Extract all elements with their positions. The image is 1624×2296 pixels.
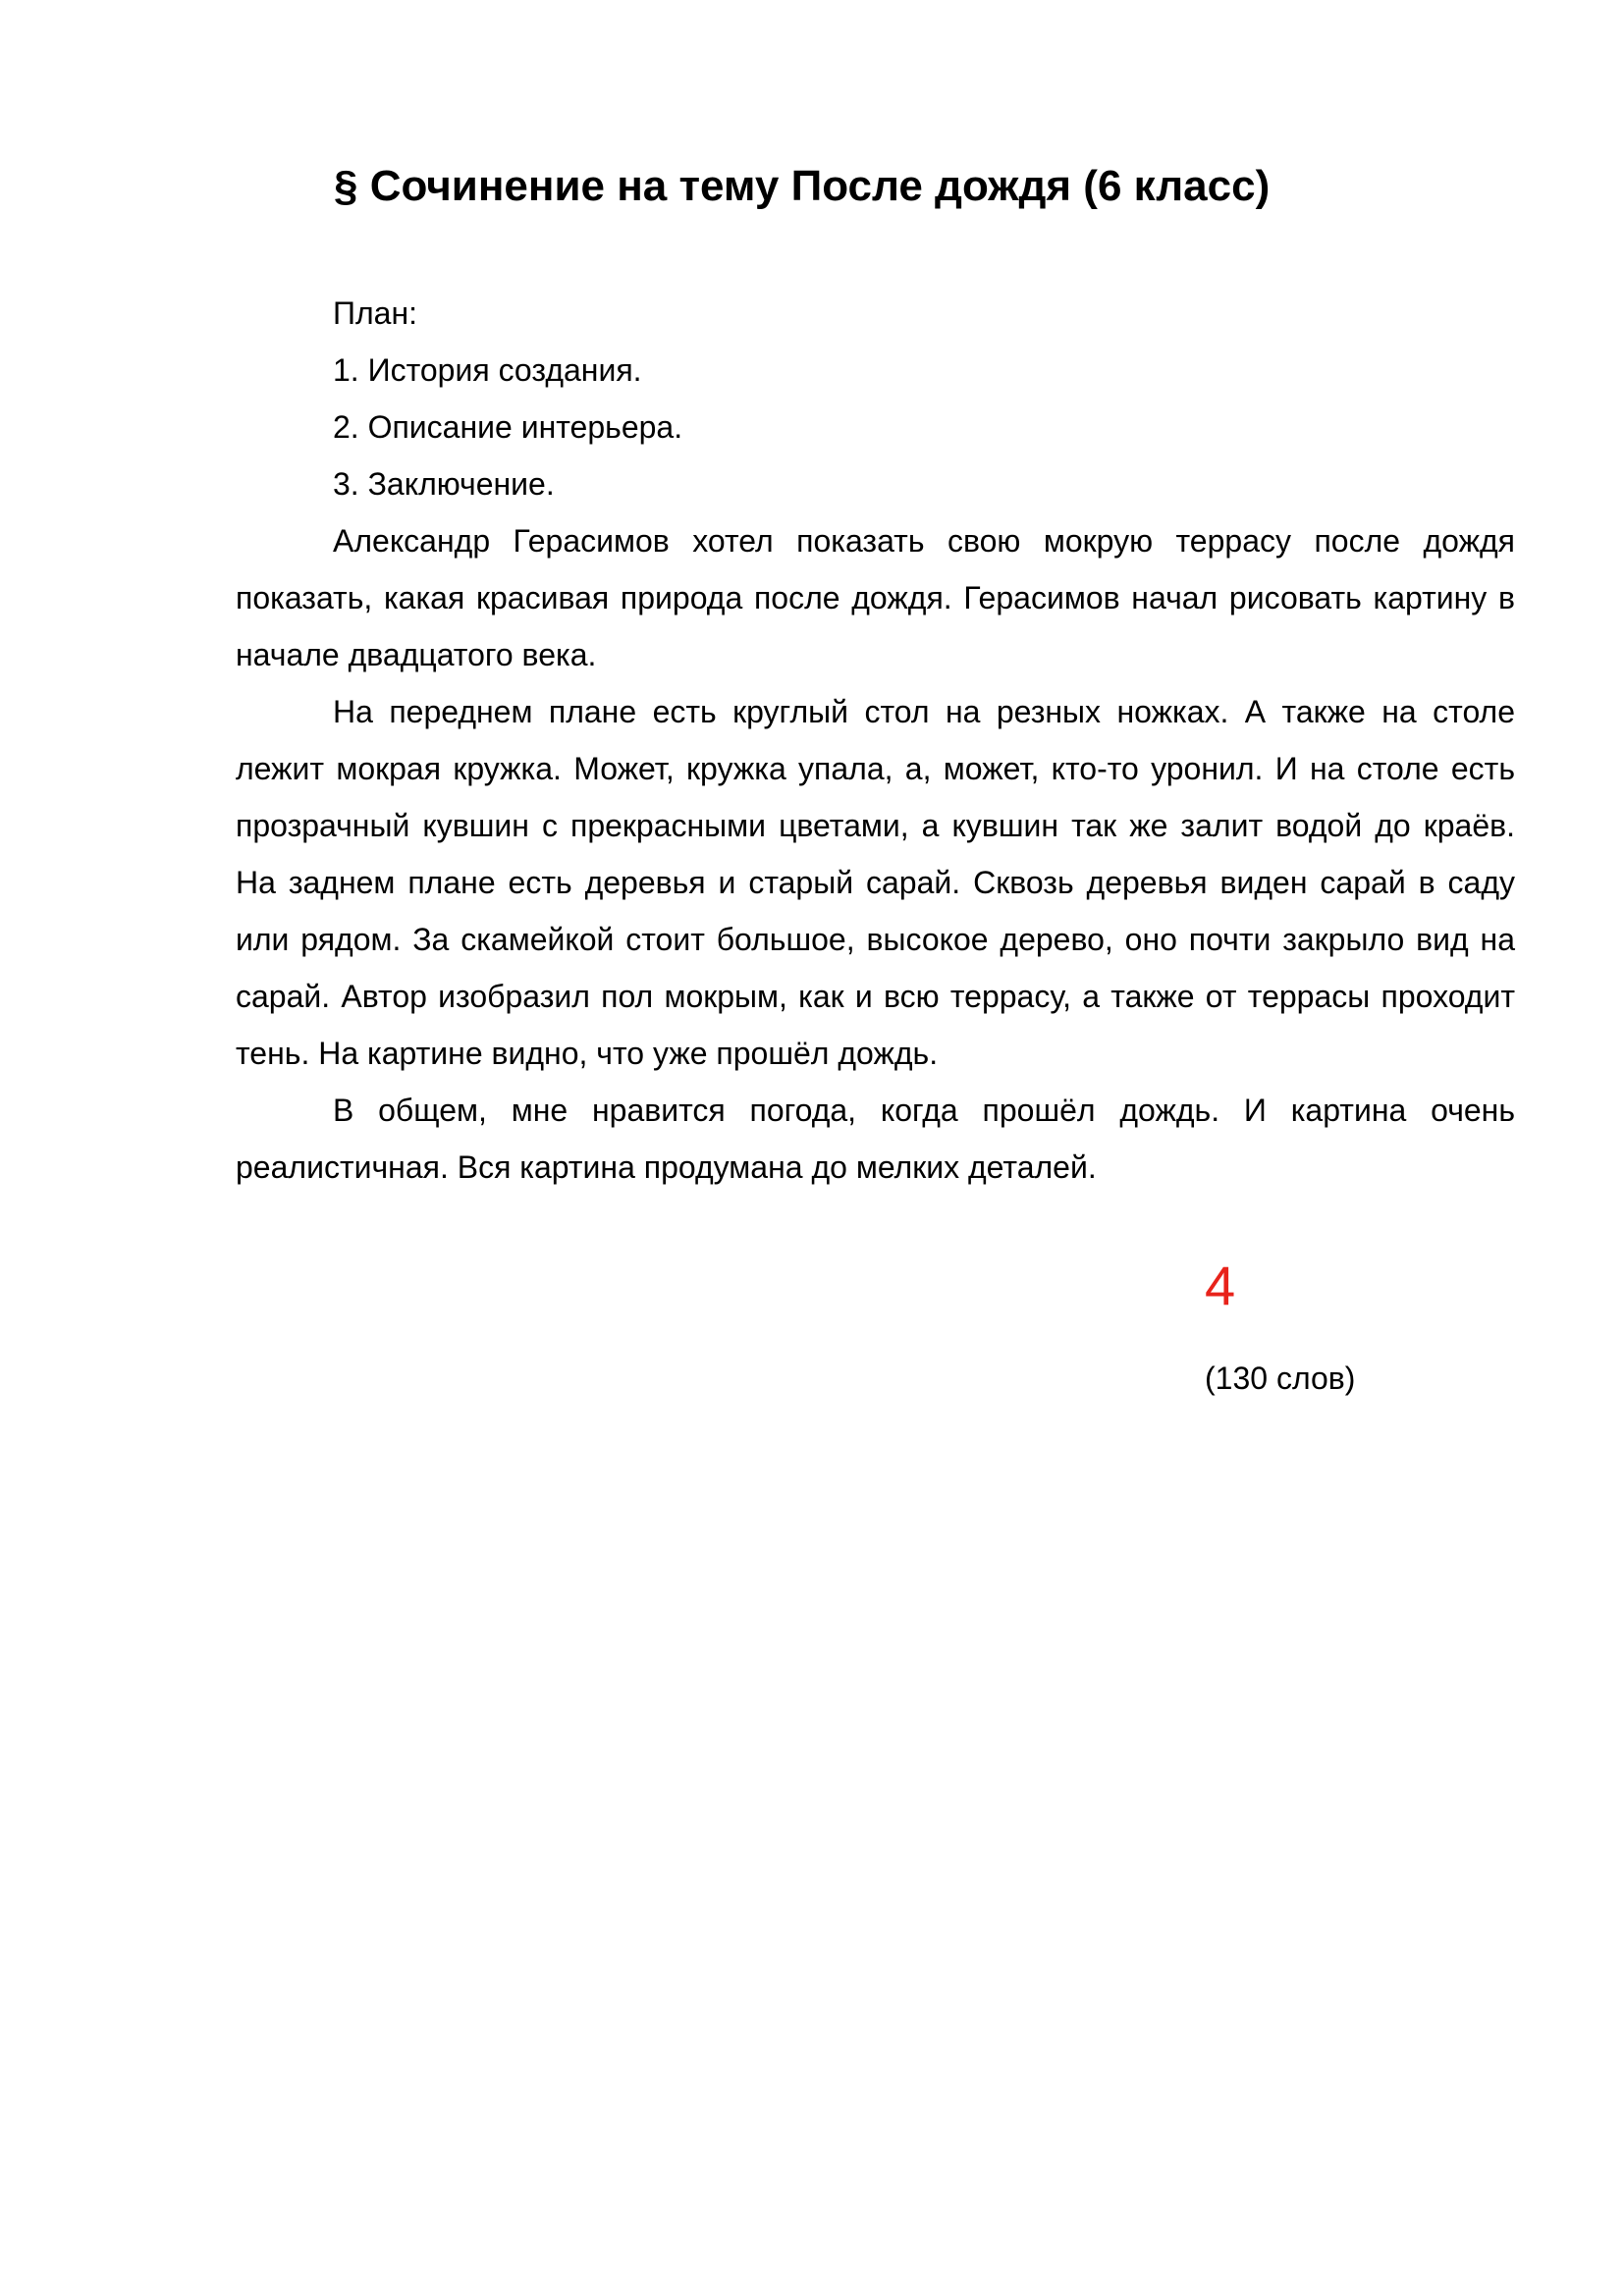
paragraph-conclusion: В общем, мне нравится погода, когда прошёл дождь. И картина очень реалистичная. Вся картина продумана до мелких деталей.	[236, 1093, 1515, 1185]
word-count: (130 слов)	[1205, 1361, 1356, 1396]
plan-item-2: 2. Описание интерьера.	[333, 409, 683, 445]
plan-item-3: 3. Заключение.	[333, 466, 555, 502]
document-title: § Сочинение на тему После дождя (6 класс)	[334, 162, 1271, 210]
paragraph-introduction: Александр Герасимов хотел показать свою мокрую террасу после дождя показать, какая красивая природа после дождя. Герасимов начал рисовать картину в начале двадцатого века.	[236, 523, 1515, 672]
grade-mark: 4	[1205, 1255, 1236, 1316]
essay-body	[236, 285, 1515, 1196]
paragraph-description: На переднем плане есть круглый стол на резных ножках. А также на столе лежит мокрая кружка. Может, кружка упала, а, может, кто-то уронил. И на столе есть прозрачный кувшин с прекрасными цветами, а кувшин так же залит водой до краёв. На заднем плане есть деревья и старый сарай. Сквозь деревья виден сарай в саду или рядом. За скамейкой стоит большое, высокое дерево, оно почти закрыло вид на сарай. Автор изобразил пол мокрым, как и всю террасу, а также от террасы проходит тень. На картине видно, что уже прошёл дождь.	[236, 694, 1515, 1071]
plan-heading: План:	[333, 295, 418, 331]
plan-item-1: 1. История создания.	[333, 352, 642, 388]
